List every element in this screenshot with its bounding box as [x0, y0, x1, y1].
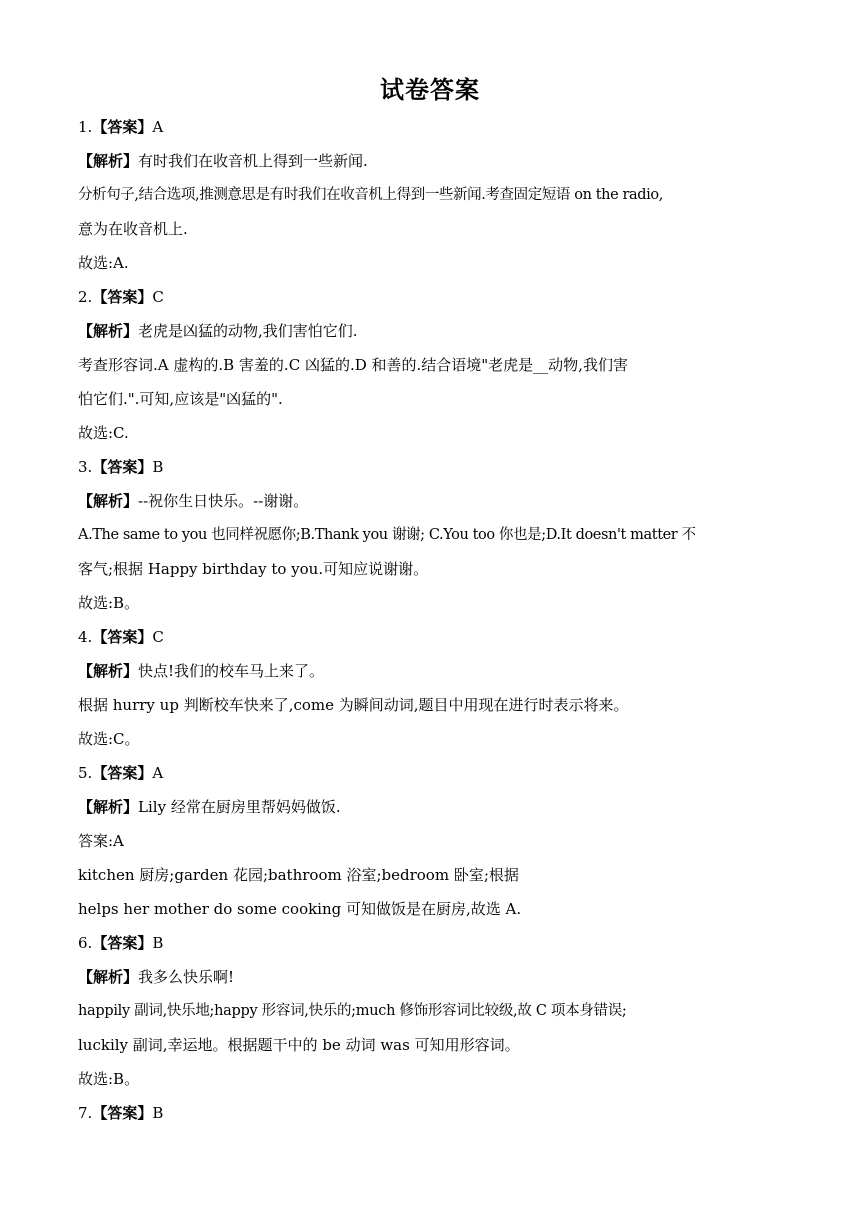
analysis-text: Lily 经常在厨房里帮妈妈做饭.: [138, 798, 341, 816]
explanation-line: A.The same to you 也同样祝愿你;B.Thank you 谢谢; C.You too 你也是;D.It doesn't matter 不: [78, 527, 696, 543]
question-3-analysis: [78, 484, 798, 518]
question-2-answer: [78, 280, 798, 314]
analysis-label: 【解析】: [78, 798, 139, 816]
answer-value: B: [152, 1104, 164, 1122]
question-6-answer: [78, 926, 798, 960]
question-4-answer: [78, 620, 798, 654]
answer-value: C: [152, 628, 164, 646]
explanation-line: 客气;根据 Happy birthday to you.可知应说谢谢。: [78, 560, 429, 578]
explanation-line: 考查形容词.A 虚构的.B 害羞的.C 凶猛的.D 和善的.结合语境"老虎是__动物,我们害: [78, 356, 628, 374]
explanation-line: 意为在收音机上.: [78, 220, 188, 238]
answer-value: B: [152, 934, 164, 952]
explanation-line: 故选:A.: [78, 254, 129, 272]
analysis-label: 【解析】: [78, 662, 139, 680]
question-number: 1.: [78, 118, 93, 136]
question-1-answer: [78, 110, 798, 144]
analysis-text: 快点!我们的校车马上来了。: [138, 662, 325, 680]
analysis-text: 我多么快乐啊!: [138, 968, 235, 986]
explanation-line: 分析句子,结合选项,推测意思是有时我们在收音机上得到一些新闻.考查固定短语 on the radio,: [78, 187, 663, 203]
answer-label: 【答案】: [92, 458, 153, 476]
answer-value: B: [152, 458, 164, 476]
analysis-text: --祝你生日快乐。--谢谢。: [138, 492, 309, 510]
answer-label: 【答案】: [92, 118, 153, 136]
analysis-label: 【解析】: [78, 968, 139, 986]
question-number: 7.: [78, 1104, 93, 1122]
explanation-line: 故选:B。: [78, 1070, 140, 1088]
explanation-line: helps her mother do some cooking 可知做饭是在厨房,故选 A.: [78, 900, 522, 918]
analysis-label: 【解析】: [78, 152, 139, 170]
explanation-line: 答案:A: [78, 832, 124, 850]
question-number: 5.: [78, 764, 93, 782]
question-5-answer: [78, 756, 798, 790]
analysis-text: 有时我们在收音机上得到一些新闻.: [138, 152, 368, 170]
question-number: 4.: [78, 628, 93, 646]
question-number: 2.: [78, 288, 93, 306]
analysis-label: 【解析】: [78, 492, 139, 510]
question-number: 3.: [78, 458, 93, 476]
answer-value: A: [152, 118, 164, 136]
explanation-line: happily 副词,快乐地;happy 形容词,快乐的;much 修饰形容词比较级,故 C 项本身错误;: [78, 1003, 627, 1019]
question-3-answer: [78, 450, 798, 484]
question-5-analysis: [78, 790, 798, 824]
answer-label: 【答案】: [92, 764, 153, 782]
explanation-line: 怕它们.".可知,应该是"凶猛的".: [78, 390, 283, 408]
explanation-line: kitchen 厨房;garden 花园;bathroom 浴室;bedroom 卧室;根据: [78, 866, 519, 884]
answer-label: 【答案】: [92, 628, 153, 646]
answer-label: 【答案】: [92, 288, 153, 306]
answer-label: 【答案】: [92, 1104, 153, 1122]
analysis-label: 【解析】: [78, 322, 139, 340]
question-4-analysis: [78, 654, 798, 688]
explanation-line: 故选:B。: [78, 594, 140, 612]
answer-value: C: [152, 288, 164, 306]
page-title: 试卷答案: [380, 76, 480, 104]
question-2-analysis: [78, 314, 798, 348]
answer-list: [78, 110, 798, 1130]
analysis-text: 老虎是凶猛的动物,我们害怕它们.: [138, 322, 358, 340]
explanation-line: 根据 hurry up 判断校车快来了,come 为瞬间动词,题目中用现在进行时表示将来。: [78, 696, 629, 714]
explanation-line: 故选:C。: [78, 730, 140, 748]
answer-label: 【答案】: [92, 934, 153, 952]
question-6-analysis: [78, 960, 798, 994]
question-7-answer: [78, 1096, 798, 1130]
explanation-line: luckily 副词,幸运地。根据题干中的 be 动词 was 可知用形容词。: [78, 1036, 520, 1054]
question-number: 6.: [78, 934, 93, 952]
explanation-line: 故选:C.: [78, 424, 129, 442]
answer-value: A: [152, 764, 164, 782]
question-1-analysis: [78, 144, 798, 178]
